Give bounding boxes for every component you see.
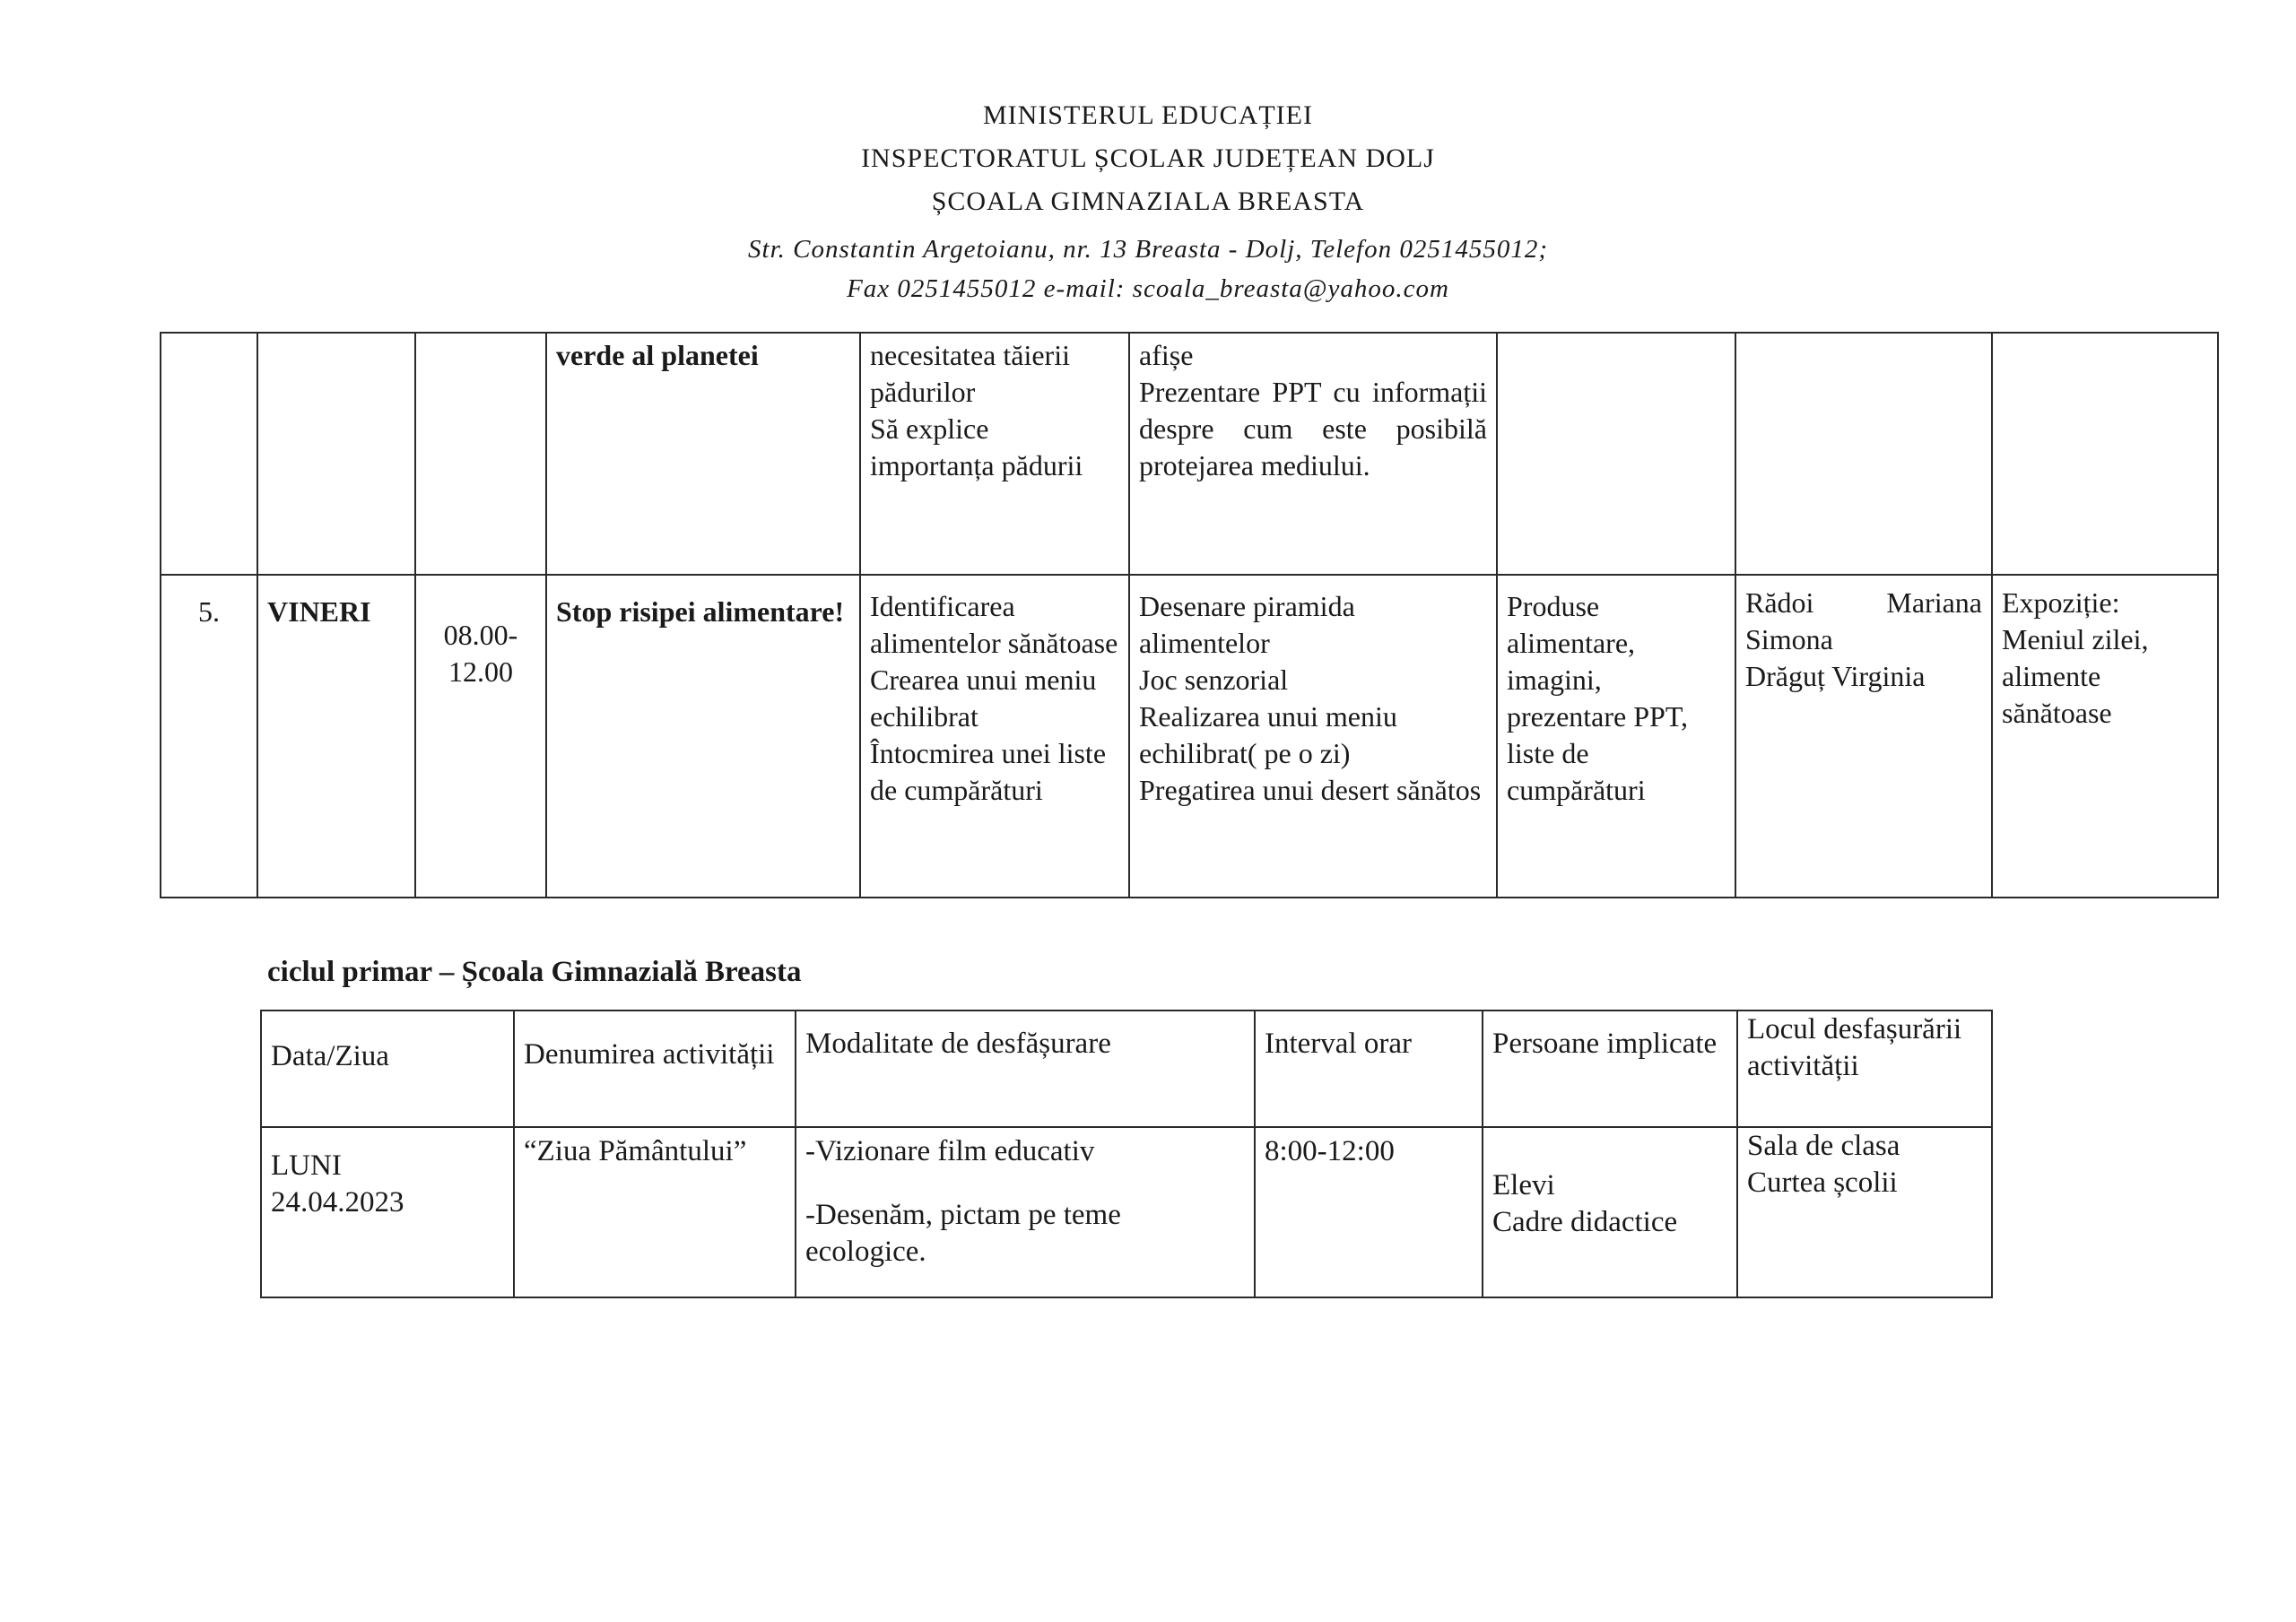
header-mode: Modalitate de desfășurare: [796, 1010, 1255, 1127]
day-cell: VINERI: [257, 575, 415, 898]
activity-item: Joc senzorial: [1139, 664, 1289, 696]
section-caption: ciclul primar – Școala Gimnazială Breasta: [267, 956, 802, 988]
objective-item: Crearea unui meniu echilibrat: [870, 664, 1097, 733]
row-number: 5.: [161, 575, 257, 898]
mode-item: -Desenăm, pictam pe teme ecologice.: [805, 1199, 1121, 1268]
objectives-cell: [860, 575, 1129, 898]
activity-name-cell: “Ziua Pământului”: [514, 1127, 796, 1297]
activities-cell: [1129, 333, 1497, 575]
primary-cycle-table: [260, 1010, 1993, 1298]
person-group: Elevi: [1492, 1169, 1555, 1201]
table-row: [161, 575, 2218, 898]
school-name: ȘCOALA GIMNAZIALA BREASTA: [931, 186, 1365, 216]
person-name: Drăguț Virginia: [1745, 660, 1926, 692]
activities-cell: [1129, 575, 1497, 898]
mode-cell: [796, 1127, 1255, 1297]
place-item: Curtea școlii: [1747, 1167, 1898, 1199]
time-cell: 08.00-12.00: [415, 575, 546, 898]
objective-item: Să explice importanța pădurii: [870, 412, 1083, 481]
school-contact: Fax 0251455012 e-mail: scoala_breasta@yahoo.com: [847, 274, 1449, 303]
table-row: [261, 1127, 1992, 1297]
header-persons: Persoane implicate: [1483, 1010, 1737, 1127]
activity-title-cell: verde al planetei: [546, 333, 860, 575]
persons-cell: [1735, 575, 1992, 898]
activity-title-cell: Stop risipei alimentare!: [546, 575, 860, 898]
activities-table: [160, 332, 2219, 898]
mode-item: -Vizionare film educativ: [805, 1135, 1095, 1167]
header-place: Locul desfașurării activității: [1737, 1010, 1992, 1127]
inspectorate-name: INSPECTORATUL ȘCOLAR JUDEȚEAN DOLJ: [861, 143, 1435, 173]
table-header-row: [261, 1010, 1992, 1127]
header-name: Denumirea activității: [514, 1010, 796, 1127]
objectives-cell: [860, 333, 1129, 575]
date-value: 24.04.2023: [271, 1186, 404, 1219]
person-name: Rădoi Mariana Simona: [1745, 586, 1982, 655]
activity-item: Desenare piramida alimentelor: [1139, 590, 1355, 659]
persons-cell: [1483, 1127, 1737, 1297]
objective-item: Întocmirea unei liste de cumpărături: [870, 737, 1107, 806]
place-item: Sala de clasa: [1747, 1130, 1900, 1162]
ministry-name: MINISTERUL EDUCAȚIEI: [982, 100, 1313, 130]
school-address: Str. Constantin Argetoianu, nr. 13 Breasta - Dolj, Telefon 0251455012;: [748, 235, 1548, 264]
activity-item: Realizarea unui meniu echilibrat( pe o zi): [1139, 700, 1397, 769]
person-group: Cadre didactice: [1492, 1206, 1678, 1238]
resources-cell: Produse alimentare, imagini, prezentare PPT, liste de cumpărături: [1497, 575, 1735, 898]
interval-cell: 8:00-12:00: [1255, 1127, 1483, 1297]
activity-item: Prezentare PPT cu informații despre cum este posibilă protejarea mediului.: [1139, 376, 1487, 481]
header-date: Data/Ziua: [261, 1010, 514, 1127]
date-cell: [261, 1127, 514, 1297]
day-name: LUNI: [271, 1149, 342, 1182]
activity-item: Pregatirea unui desert sănătos: [1139, 774, 1482, 806]
place-cell: [1737, 1127, 1992, 1297]
header-interval: Interval orar: [1255, 1010, 1483, 1127]
objective-item: Identificarea alimentelor sănătoase: [870, 590, 1118, 659]
evaluation-cell: Expoziție: Meniul zilei, alimente sănătoase: [1992, 575, 2218, 898]
objective-item: necesitatea tăierii pădurilor: [870, 339, 1070, 408]
activity-item: afișe: [1139, 339, 1194, 371]
table-row: [161, 333, 2218, 575]
